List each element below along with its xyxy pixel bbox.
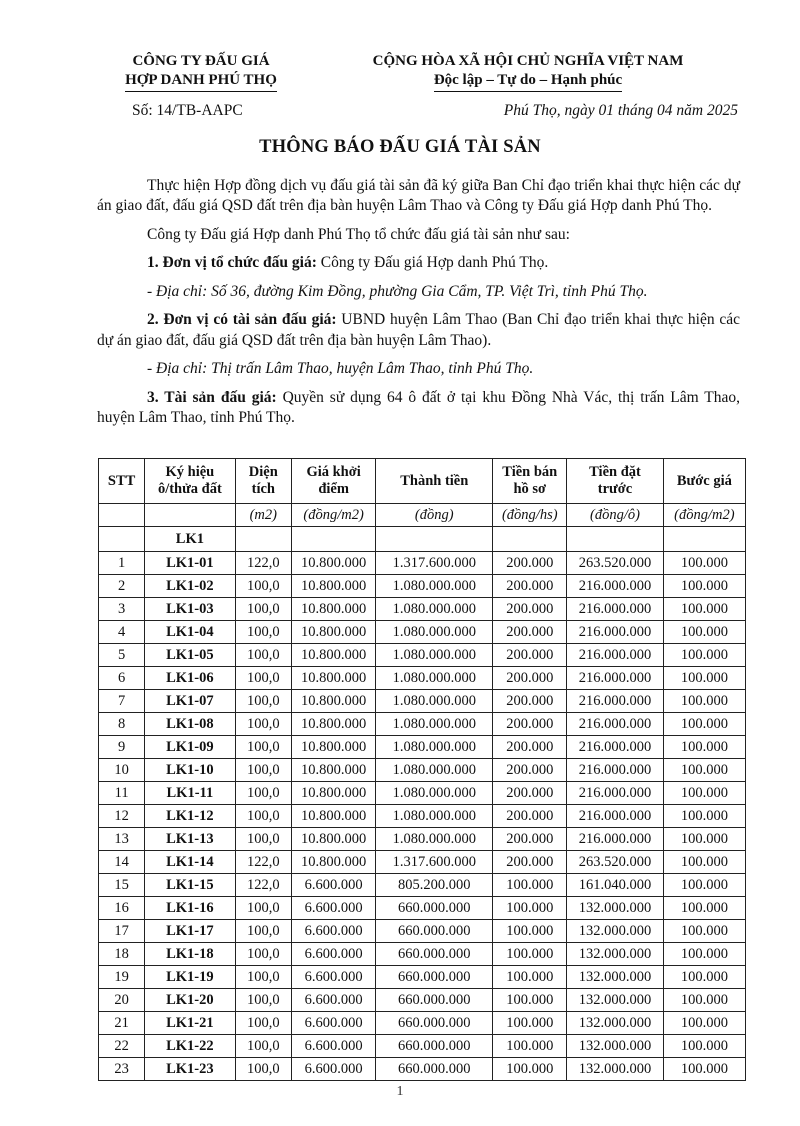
organization-header (96, 52, 306, 92)
bid-step: 100.000 (663, 805, 745, 828)
starting-price: 10.800.000 (292, 713, 376, 736)
deposit: 216.000.000 (567, 805, 664, 828)
table-row (99, 575, 746, 598)
plot-code: LK1-07 (145, 690, 235, 713)
plot-code: LK1-02 (145, 575, 235, 598)
row-stt: 2 (99, 575, 145, 598)
dossier-fee: 200.000 (493, 782, 567, 805)
section-3-text: Quyền sử dụng 64 ô đất ở tại khu Đồng Nhà Vác, thị trấn Lâm Thao, huyện Lâm Thao, tỉnh Phú Thọ. (97, 388, 740, 427)
total-amount: 660.000.000 (376, 920, 493, 943)
area: 100,0 (235, 667, 291, 690)
plot-code: LK1-09 (145, 736, 235, 759)
section-2 (97, 310, 740, 351)
national-motto: Độc lập – Tự do – Hạnh phúc (434, 71, 622, 92)
plot-code: LK1-06 (145, 667, 235, 690)
bid-step: 100.000 (663, 713, 745, 736)
section-1-text: Công ty Đấu giá Hợp danh Phú Thọ. (316, 254, 549, 272)
area: 100,0 (235, 782, 291, 805)
row-stt: 11 (99, 782, 145, 805)
national-header (318, 52, 738, 92)
header-plot-code: Ký hiệu ô/thửa đất (145, 459, 235, 504)
dossier-fee: 100.000 (493, 897, 567, 920)
plot-code: LK1-11 (145, 782, 235, 805)
dossier-fee: 100.000 (493, 920, 567, 943)
row-stt: 13 (99, 828, 145, 851)
dossier-fee: 200.000 (493, 598, 567, 621)
dossier-fee: 100.000 (493, 1035, 567, 1058)
header-deposit: Tiền đặt trước (567, 459, 664, 504)
plot-code: LK1-17 (145, 920, 235, 943)
dossier-fee: 200.000 (493, 805, 567, 828)
plot-code: LK1-21 (145, 1012, 235, 1035)
dossier-fee: 200.000 (493, 713, 567, 736)
bid-step: 100.000 (663, 667, 745, 690)
deposit: 216.000.000 (567, 621, 664, 644)
total-amount: 660.000.000 (376, 943, 493, 966)
row-stt: 20 (99, 989, 145, 1012)
header-area: Diện tích (235, 459, 291, 504)
table-row (99, 667, 746, 690)
total-amount: 1.080.000.000 (376, 828, 493, 851)
lead-paragraph: Công ty Đấu giá Hợp danh Phú Thọ tổ chức đấu giá tài sản như sau: (147, 225, 570, 243)
unit-cell: (đồng/m2) (292, 504, 376, 527)
table-row (99, 897, 746, 920)
table-row (99, 759, 746, 782)
page-title: THÔNG BÁO ĐẤU GIÁ TÀI SẢN (259, 137, 541, 157)
dossier-fee: 100.000 (493, 874, 567, 897)
plot-code: LK1-19 (145, 966, 235, 989)
area: 100,0 (235, 828, 291, 851)
section-2-label: 2. Đơn vị có tài sản đấu giá: (147, 311, 337, 329)
starting-price: 10.800.000 (292, 621, 376, 644)
dossier-fee: 100.000 (493, 989, 567, 1012)
row-stt: 1 (99, 552, 145, 575)
table-row (99, 736, 746, 759)
area: 100,0 (235, 598, 291, 621)
deposit: 132.000.000 (567, 1012, 664, 1035)
unit-cell: (đồng/m2) (663, 504, 745, 527)
document-number: Số: 14/TB-AAPC (132, 102, 243, 119)
dossier-fee: 200.000 (493, 644, 567, 667)
starting-price: 6.600.000 (292, 874, 376, 897)
area: 100,0 (235, 1035, 291, 1058)
table-row (99, 1058, 746, 1081)
row-stt: 6 (99, 667, 145, 690)
area: 122,0 (235, 874, 291, 897)
section-2-text: UBND huyện Lâm Thao (Ban Chỉ đạo triển khai thực hiện các dự án giao đất, đấu giá QSD đất trên địa bàn huyện Lâm Thao). (97, 311, 740, 349)
deposit: 132.000.000 (567, 897, 664, 920)
deposit: 216.000.000 (567, 759, 664, 782)
deposit: 132.000.000 (567, 966, 664, 989)
total-amount: 660.000.000 (376, 989, 493, 1012)
bid-step: 100.000 (663, 943, 745, 966)
starting-price: 6.600.000 (292, 989, 376, 1012)
dossier-fee: 200.000 (493, 759, 567, 782)
table-row (99, 644, 746, 667)
area: 100,0 (235, 920, 291, 943)
bid-step: 100.000 (663, 644, 745, 667)
total-amount: 660.000.000 (376, 966, 493, 989)
plot-code: LK1-03 (145, 598, 235, 621)
bid-step: 100.000 (663, 851, 745, 874)
deposit: 132.000.000 (567, 1058, 664, 1081)
row-stt: 9 (99, 736, 145, 759)
deposit: 216.000.000 (567, 644, 664, 667)
dossier-fee: 200.000 (493, 828, 567, 851)
dossier-fee: 200.000 (493, 575, 567, 598)
notice-body (97, 176, 740, 429)
unit-cell (99, 504, 145, 527)
unit-cell: (đồng) (376, 504, 493, 527)
area: 100,0 (235, 943, 291, 966)
area: 100,0 (235, 897, 291, 920)
starting-price: 10.800.000 (292, 851, 376, 874)
plot-code: LK1-20 (145, 989, 235, 1012)
area: 122,0 (235, 851, 291, 874)
table-row (99, 989, 746, 1012)
starting-price: 6.600.000 (292, 943, 376, 966)
bid-step: 100.000 (663, 552, 745, 575)
table-row (99, 713, 746, 736)
header-starting-price: Giá khởi điểm (292, 459, 376, 504)
area: 122,0 (235, 552, 291, 575)
table-row (99, 828, 746, 851)
deposit: 132.000.000 (567, 989, 664, 1012)
total-amount: 1.080.000.000 (376, 667, 493, 690)
deposit: 216.000.000 (567, 575, 664, 598)
bid-step: 100.000 (663, 920, 745, 943)
total-amount: 660.000.000 (376, 1035, 493, 1058)
deposit: 216.000.000 (567, 828, 664, 851)
total-amount: 1.080.000.000 (376, 736, 493, 759)
row-stt: 4 (99, 621, 145, 644)
plot-code: LK1-16 (145, 897, 235, 920)
deposit: 216.000.000 (567, 598, 664, 621)
deposit: 216.000.000 (567, 736, 664, 759)
starting-price: 10.800.000 (292, 575, 376, 598)
row-stt: 14 (99, 851, 145, 874)
starting-price: 10.800.000 (292, 552, 376, 575)
header-stt: STT (99, 459, 145, 504)
table-row (99, 782, 746, 805)
plot-code: LK1-10 (145, 759, 235, 782)
bid-step: 100.000 (663, 1035, 745, 1058)
dossier-fee: 100.000 (493, 966, 567, 989)
starting-price: 10.800.000 (292, 736, 376, 759)
plot-code: LK1-14 (145, 851, 235, 874)
deposit: 132.000.000 (567, 1035, 664, 1058)
plot-code: LK1-23 (145, 1058, 235, 1081)
org-name-line1: CÔNG TY ĐẤU GIÁ (132, 53, 270, 69)
row-stt: 8 (99, 713, 145, 736)
area: 100,0 (235, 736, 291, 759)
row-stt: 12 (99, 805, 145, 828)
section-1 (97, 253, 740, 273)
table-row (99, 1035, 746, 1058)
table-row (99, 1012, 746, 1035)
total-amount: 1.080.000.000 (376, 782, 493, 805)
dossier-fee: 200.000 (493, 736, 567, 759)
plot-code: LK1-13 (145, 828, 235, 851)
area: 100,0 (235, 966, 291, 989)
table-group-row (99, 527, 746, 552)
area: 100,0 (235, 1012, 291, 1035)
bid-step: 100.000 (663, 897, 745, 920)
deposit: 216.000.000 (567, 782, 664, 805)
asset-table (98, 458, 746, 1081)
total-amount: 660.000.000 (376, 1012, 493, 1035)
row-stt: 21 (99, 1012, 145, 1035)
deposit: 263.520.000 (567, 552, 664, 575)
starting-price: 6.600.000 (292, 897, 376, 920)
dossier-fee: 100.000 (493, 1012, 567, 1035)
bid-step: 100.000 (663, 621, 745, 644)
table-row (99, 874, 746, 897)
bid-step: 100.000 (663, 759, 745, 782)
dossier-fee: 100.000 (493, 1058, 567, 1081)
table-body (99, 552, 746, 1081)
plot-code: LK1-22 (145, 1035, 235, 1058)
area: 100,0 (235, 621, 291, 644)
area: 100,0 (235, 713, 291, 736)
starting-price: 10.800.000 (292, 644, 376, 667)
total-amount: 1.317.600.000 (376, 851, 493, 874)
dossier-fee: 200.000 (493, 851, 567, 874)
section-1-label: 1. Đơn vị tổ chức đấu giá: (147, 254, 317, 272)
group-label: LK1 (145, 527, 235, 552)
document-date: Phú Thọ, ngày 01 tháng 04 năm 2025 (503, 102, 738, 119)
total-amount: 1.080.000.000 (376, 805, 493, 828)
table-row (99, 621, 746, 644)
table-row (99, 690, 746, 713)
total-amount: 1.080.000.000 (376, 713, 493, 736)
total-amount: 805.200.000 (376, 874, 493, 897)
total-amount: 660.000.000 (376, 1058, 493, 1081)
unit-cell: (đồng/ô) (567, 504, 664, 527)
starting-price: 10.800.000 (292, 828, 376, 851)
bid-step: 100.000 (663, 828, 745, 851)
row-stt: 5 (99, 644, 145, 667)
row-stt: 22 (99, 1035, 145, 1058)
section-3-label: 3. Tài sản đấu giá: (147, 388, 277, 406)
starting-price: 10.800.000 (292, 690, 376, 713)
unit-cell (145, 504, 235, 527)
table-units-row (99, 504, 746, 527)
area: 100,0 (235, 1058, 291, 1081)
table-row (99, 805, 746, 828)
starting-price: 6.600.000 (292, 1012, 376, 1035)
table-row (99, 851, 746, 874)
row-stt: 19 (99, 966, 145, 989)
plot-code: LK1-01 (145, 552, 235, 575)
bid-step: 100.000 (663, 874, 745, 897)
dossier-fee: 100.000 (493, 943, 567, 966)
area: 100,0 (235, 644, 291, 667)
row-stt: 23 (99, 1058, 145, 1081)
bid-step: 100.000 (663, 736, 745, 759)
row-stt: 18 (99, 943, 145, 966)
bid-step: 100.000 (663, 575, 745, 598)
deposit: 161.040.000 (567, 874, 664, 897)
header-total: Thành tiền (376, 459, 493, 504)
deposit: 132.000.000 (567, 943, 664, 966)
starting-price: 10.800.000 (292, 805, 376, 828)
total-amount: 1.080.000.000 (376, 598, 493, 621)
row-stt: 10 (99, 759, 145, 782)
table-header-row (99, 459, 746, 504)
section-3 (97, 388, 740, 429)
total-amount: 1.080.000.000 (376, 759, 493, 782)
area: 100,0 (235, 989, 291, 1012)
bid-step: 100.000 (663, 989, 745, 1012)
table-row (99, 552, 746, 575)
plot-code: LK1-18 (145, 943, 235, 966)
section-2-address: - Địa chỉ: Thị trấn Lâm Thao, huyện Lâm Thao, tỉnh Phú Thọ. (147, 360, 534, 378)
national-title: CỘNG HÒA XÃ HỘI CHỦ NGHĨA VIỆT NAM (372, 53, 684, 69)
row-stt: 15 (99, 874, 145, 897)
deposit: 216.000.000 (567, 690, 664, 713)
dossier-fee: 200.000 (493, 690, 567, 713)
total-amount: 1.080.000.000 (376, 690, 493, 713)
total-amount: 1.317.600.000 (376, 552, 493, 575)
dossier-fee: 200.000 (493, 621, 567, 644)
bid-step: 100.000 (663, 966, 745, 989)
table-row (99, 598, 746, 621)
plot-code: LK1-04 (145, 621, 235, 644)
section-1-address: - Địa chỉ: Số 36, đường Kim Đồng, phường Gia Cẩm, TP. Việt Trì, tỉnh Phú Thọ. (147, 282, 648, 300)
starting-price: 6.600.000 (292, 1035, 376, 1058)
bid-step: 100.000 (663, 782, 745, 805)
total-amount: 1.080.000.000 (376, 575, 493, 598)
row-stt: 3 (99, 598, 145, 621)
row-stt: 7 (99, 690, 145, 713)
bid-step: 100.000 (663, 598, 745, 621)
deposit: 263.520.000 (567, 851, 664, 874)
bid-step: 100.000 (663, 1058, 745, 1081)
intro-paragraph: Thực hiện Hợp đồng dịch vụ đấu giá tài sản đã ký giữa Ban Chỉ đạo triển khai thực hiện các dự án giao đất, đấu giá QSD đất trên địa bàn huyện Lâm Thao và Công ty Đấu giá Hợp danh Phú Thọ. (97, 177, 740, 215)
total-amount: 1.080.000.000 (376, 644, 493, 667)
area: 100,0 (235, 575, 291, 598)
deposit: 216.000.000 (567, 667, 664, 690)
starting-price: 6.600.000 (292, 966, 376, 989)
area: 100,0 (235, 805, 291, 828)
plot-code: LK1-15 (145, 874, 235, 897)
starting-price: 6.600.000 (292, 920, 376, 943)
deposit: 216.000.000 (567, 713, 664, 736)
bid-step: 100.000 (663, 1012, 745, 1035)
deposit: 132.000.000 (567, 920, 664, 943)
table-row (99, 920, 746, 943)
plot-code: LK1-12 (145, 805, 235, 828)
org-name-line2: HỢP DANH PHÚ THỌ (125, 71, 277, 92)
area: 100,0 (235, 759, 291, 782)
starting-price: 10.800.000 (292, 782, 376, 805)
total-amount: 1.080.000.000 (376, 621, 493, 644)
header-bid-step: Bước giá (663, 459, 745, 504)
unit-cell: (m2) (235, 504, 291, 527)
table-row (99, 943, 746, 966)
starting-price: 10.800.000 (292, 667, 376, 690)
starting-price: 10.800.000 (292, 598, 376, 621)
plot-code: LK1-05 (145, 644, 235, 667)
row-stt: 16 (99, 897, 145, 920)
starting-price: 6.600.000 (292, 1058, 376, 1081)
header-dossier-fee: Tiền bán hồ sơ (493, 459, 567, 504)
total-amount: 660.000.000 (376, 897, 493, 920)
table-row (99, 966, 746, 989)
area: 100,0 (235, 690, 291, 713)
bid-step: 100.000 (663, 690, 745, 713)
plot-code: LK1-08 (145, 713, 235, 736)
unit-cell: (đồng/hs) (493, 504, 567, 527)
dossier-fee: 200.000 (493, 552, 567, 575)
page-number: 1 (396, 1084, 404, 1099)
dossier-fee: 200.000 (493, 667, 567, 690)
starting-price: 10.800.000 (292, 759, 376, 782)
row-stt: 17 (99, 920, 145, 943)
